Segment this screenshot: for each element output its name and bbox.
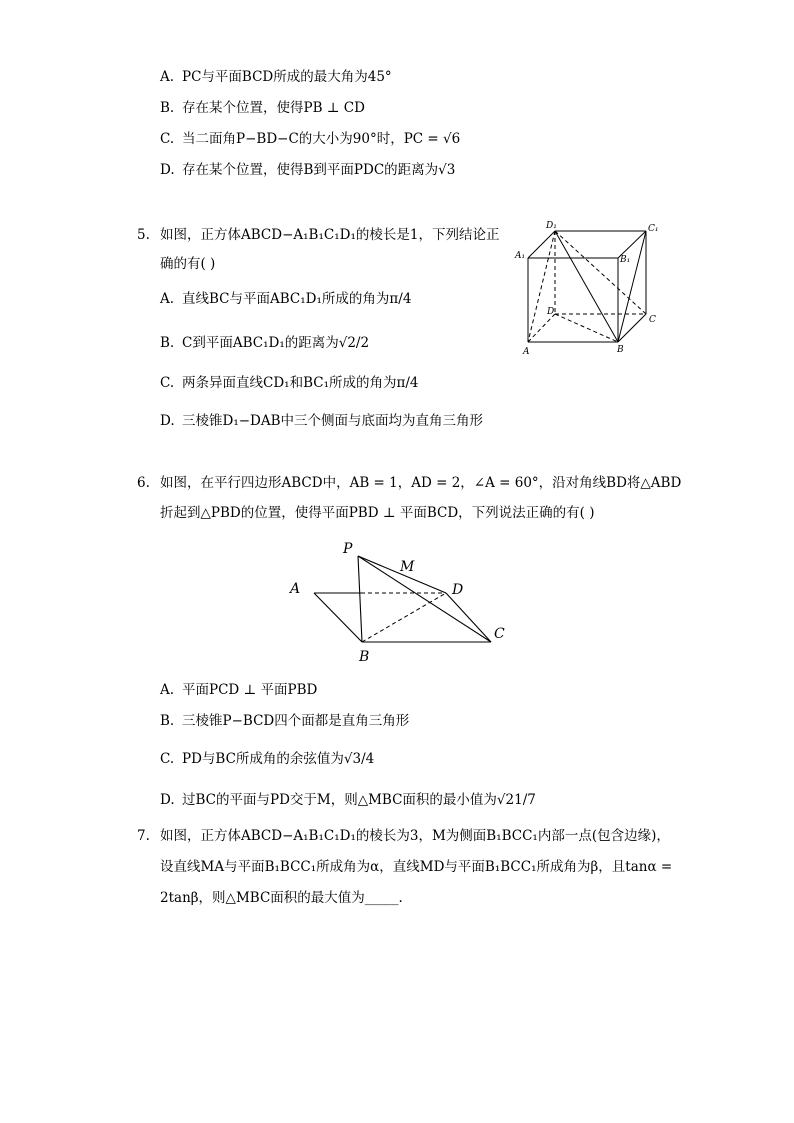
edge-ab xyxy=(314,593,362,642)
edge-ad xyxy=(528,314,555,342)
q5-option-d: D. 三棱锥D₁−DAB中三个侧面与底面均为直角三角形 xyxy=(160,413,484,429)
fold-diagram xyxy=(286,536,516,668)
edge-a1d1 xyxy=(528,231,555,258)
q6-option-a: A. 平面PCD ⊥ 平面PBD xyxy=(160,682,318,698)
label-d: D xyxy=(452,582,464,598)
cube-diagram xyxy=(512,218,662,358)
line-d1c xyxy=(555,231,646,314)
q6-option-c: C. PD与BC所成角的余弦值为√3/4 xyxy=(160,751,375,767)
label-a: A xyxy=(523,347,530,357)
line-bc1 xyxy=(618,231,646,342)
q5-stem-line2: 确的有( ) xyxy=(160,256,216,272)
q4-option-b: B. 存在某个位置，使得PB ⊥ CD xyxy=(160,100,365,116)
label-c: C xyxy=(649,315,656,325)
q6-number: 6. xyxy=(137,475,150,491)
label-c: C xyxy=(494,626,505,642)
label-d: D xyxy=(547,307,555,317)
q6-option-d: D. 过BC的平面与PD交于M，则△MBC面积的最小值为√21/7 xyxy=(160,792,536,808)
q6-stem-line1: 如图，在平行四边形ABCD中，AB = 1，AD = 2，∠A = 60°，沿对角线BD将△ABD xyxy=(160,475,682,491)
label-a1: A₁ xyxy=(515,251,526,261)
q5-option-c: C. 两条异面直线CD₁和BC₁所成的角为π/4 xyxy=(160,375,419,391)
q5-option-b: B. C到平面ABC₁D₁的距离为√2/2 xyxy=(160,335,370,351)
line-d1b xyxy=(555,231,618,342)
q7-line1: 如图，正方体ABCD−A₁B₁C₁D₁的棱长为3，M为侧面B₁BCC₁内部一点(包含边缘)， xyxy=(160,828,670,844)
q7-line2: 设直线MA与平面B₁BCC₁所成角为α，直线MD与平面B₁BCC₁所成角为β，且tanα = xyxy=(160,859,673,875)
label-c1: C₁ xyxy=(648,224,659,234)
label-p: P xyxy=(343,541,353,557)
edge-bd-hidden xyxy=(362,593,446,642)
q5-option-a: A. 直线BC与平面ABC₁D₁所成的角为π/4 xyxy=(160,291,412,307)
q7-line3: 2tanβ，则△MBC面积的最大值为_____. xyxy=(160,890,403,906)
q5-number: 5. xyxy=(137,227,150,243)
q7-number: 7. xyxy=(137,828,150,844)
q5-stem-line1: 如图，正方体ABCD−A₁B₁C₁D₁的棱长是1，下列结论正 xyxy=(160,227,500,243)
line-db xyxy=(555,314,618,342)
q4-option-a: A. PC与平面BCD所成的最大角为45° xyxy=(160,69,392,85)
q6-figure xyxy=(286,536,516,668)
label-b1: B₁ xyxy=(620,255,631,265)
edge-pb xyxy=(358,556,362,642)
edge-pc xyxy=(358,556,491,642)
edge-bc xyxy=(618,314,646,342)
edge-b1c1 xyxy=(618,231,646,258)
q4-option-d: D. 存在某个位置，使得B到平面PDC的距离为√3 xyxy=(160,162,456,178)
label-d1: D₁ xyxy=(546,221,557,231)
q5-cube-figure xyxy=(512,218,662,358)
q6-option-b: B. 三棱锥P−BCD四个面都是直角三角形 xyxy=(160,713,410,729)
line-d1a xyxy=(528,231,555,342)
label-b: B xyxy=(359,649,370,665)
label-m: M xyxy=(400,559,415,575)
q6-stem-line2: 折起到△PBD的位置，使得平面PBD ⊥ 平面BCD，下列说法正确的有( ) xyxy=(160,505,595,521)
label-a: A xyxy=(290,581,301,597)
q4-option-c: C. 当二面角P−BD−C的大小为90°时，PC = √6 xyxy=(160,131,461,147)
label-b: B xyxy=(617,345,624,355)
